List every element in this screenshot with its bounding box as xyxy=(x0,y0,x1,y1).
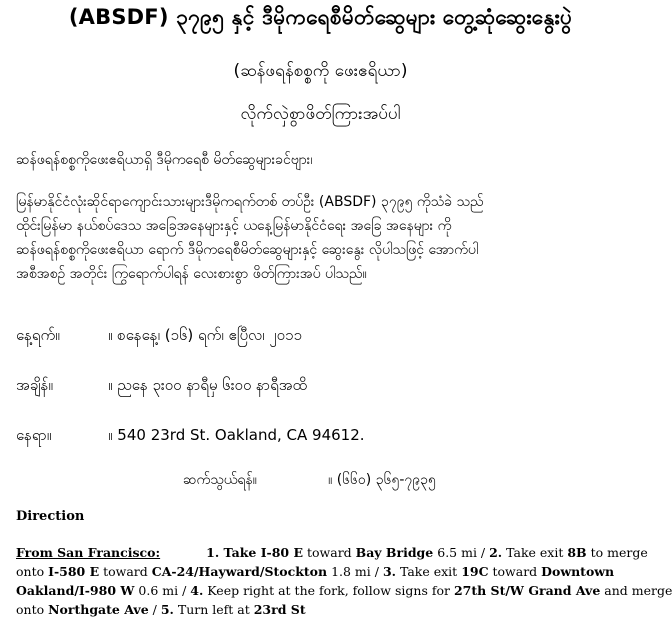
road-name: I-580 E xyxy=(48,564,100,579)
venue-value: ။ 540 23rd St. Oakland, CA 94612. xyxy=(108,426,365,444)
direction-line xyxy=(16,581,672,600)
step-number: 3. xyxy=(382,564,396,579)
body-line: အစီအစဉ် အတိုင်း ကြွရောက်ပါရန် လေးစားစွာ ဖိတ်ကြားအပ် ပါသည်။ xyxy=(16,266,367,282)
body-line: ဆန်ဖရန်စစ္စကိုဖေးဧရိယာ ရောက် ဒီမိုကရေစီမိတ်ဆွေများနှင့် ဆွေးနွေး လိုပါသဖြင့် အောက်ပါ xyxy=(16,242,479,258)
contact-label: ဆက်သွယ်ရန်။ xyxy=(183,472,257,488)
step-number: 4. xyxy=(190,583,204,598)
direction-text: onto xyxy=(16,564,49,579)
direction-heading: Direction xyxy=(16,509,85,524)
direction-text: toward xyxy=(303,545,356,560)
directions-text xyxy=(16,543,672,619)
step-number: 1. Take xyxy=(206,545,261,560)
road-name: Bay Bridge xyxy=(355,545,434,560)
road-name: 27th St/W Grand Ave xyxy=(453,583,601,598)
direction-line xyxy=(16,600,628,619)
road-name: Downtown xyxy=(541,564,615,579)
from-label: From San Francisco: xyxy=(16,545,161,560)
event-title: (ABSDF) ၃၇၉၅ နှင့် ဒီမိုကရေစီမိတ်ဆွေများ တွေ့ဆုံဆွေးနွေးပွဲ xyxy=(68,5,573,29)
invitation-body xyxy=(16,190,628,286)
direction-text: and merge xyxy=(600,583,672,598)
time-label: အချိန်။ xyxy=(16,376,53,394)
road-name: Northgate Ave xyxy=(48,602,149,617)
direction-text: 6.5 mi / xyxy=(433,545,490,560)
direction-text: toward xyxy=(488,564,542,579)
road-name: Oakland/I-980 W xyxy=(16,583,135,598)
direction-text: Turn left at xyxy=(173,602,254,617)
direction-line xyxy=(16,562,628,581)
greeting: ဆန်ဖရန်စစ္စကိုဖေးဧရိယာရှိ ဒီမိုကရေစီ မိတ်ဆွေများခင်ဗျား၊ xyxy=(16,152,313,168)
direction-text: Take exit xyxy=(396,564,462,579)
road-name: CA-24/Hayward/Stockton xyxy=(151,564,328,579)
body-line: မြန်မာနိုင်ငံလုံးဆိုင်ရာကျောင်းသားများဒီမိုကရက်တစ် တပ်ဦး (ABSDF) ၃၇၉၅ ကိုသံခဲ သည် xyxy=(16,194,484,210)
event-subtitle: (ဆန်ဖရန်စစ္စကို ဖေးဧရိယာ) xyxy=(233,61,408,81)
date-value: ။ စနေနေ့၊ (၁၆) ရက်၊ ဧပြီလ၊ ၂၀၁၁ xyxy=(108,326,302,344)
direction-text: 1.8 mi / xyxy=(327,564,383,579)
road-name: I-80 E xyxy=(260,545,304,560)
invitation-line: လိုက်လှဲစွာဖိတ်ကြားအပ်ပါ xyxy=(240,104,401,124)
direction-text: / xyxy=(148,602,161,617)
direction-text: Keep right at the fork, follow signs for xyxy=(203,583,454,598)
exit-number: 19C xyxy=(461,564,489,579)
time-value: ။ ညနေ ၃း၀၀ နာရီမှ ၆း၀၀ နာရီအထိ xyxy=(108,376,307,394)
body-line: ထိုင်းမြန်မာ နယ်စပ်ဒေသ အခြေအနေများနှင့် ယနေ့မြန်မာနိုင်ငံရေး အခြေ အနေများ ကို xyxy=(16,218,452,234)
date-label: နေ့ရက်။ xyxy=(16,326,60,344)
direction-text: 0.6 mi / xyxy=(134,583,191,598)
direction-text: to merge xyxy=(586,545,648,560)
venue-label: နေရာ။ xyxy=(16,426,52,444)
contact-value: ။ (၆၆၀) ၃၆၅-၇၉၃၅ xyxy=(328,472,436,488)
direction-text: toward xyxy=(99,564,152,579)
step-number: 2. xyxy=(489,545,503,560)
step-number: 5. xyxy=(160,602,174,617)
direction-text: onto xyxy=(16,602,49,617)
exit-number: 8B xyxy=(567,545,587,560)
direction-line xyxy=(16,543,648,562)
road-name: 23rd St xyxy=(253,602,306,617)
direction-text: Take exit xyxy=(502,545,568,560)
